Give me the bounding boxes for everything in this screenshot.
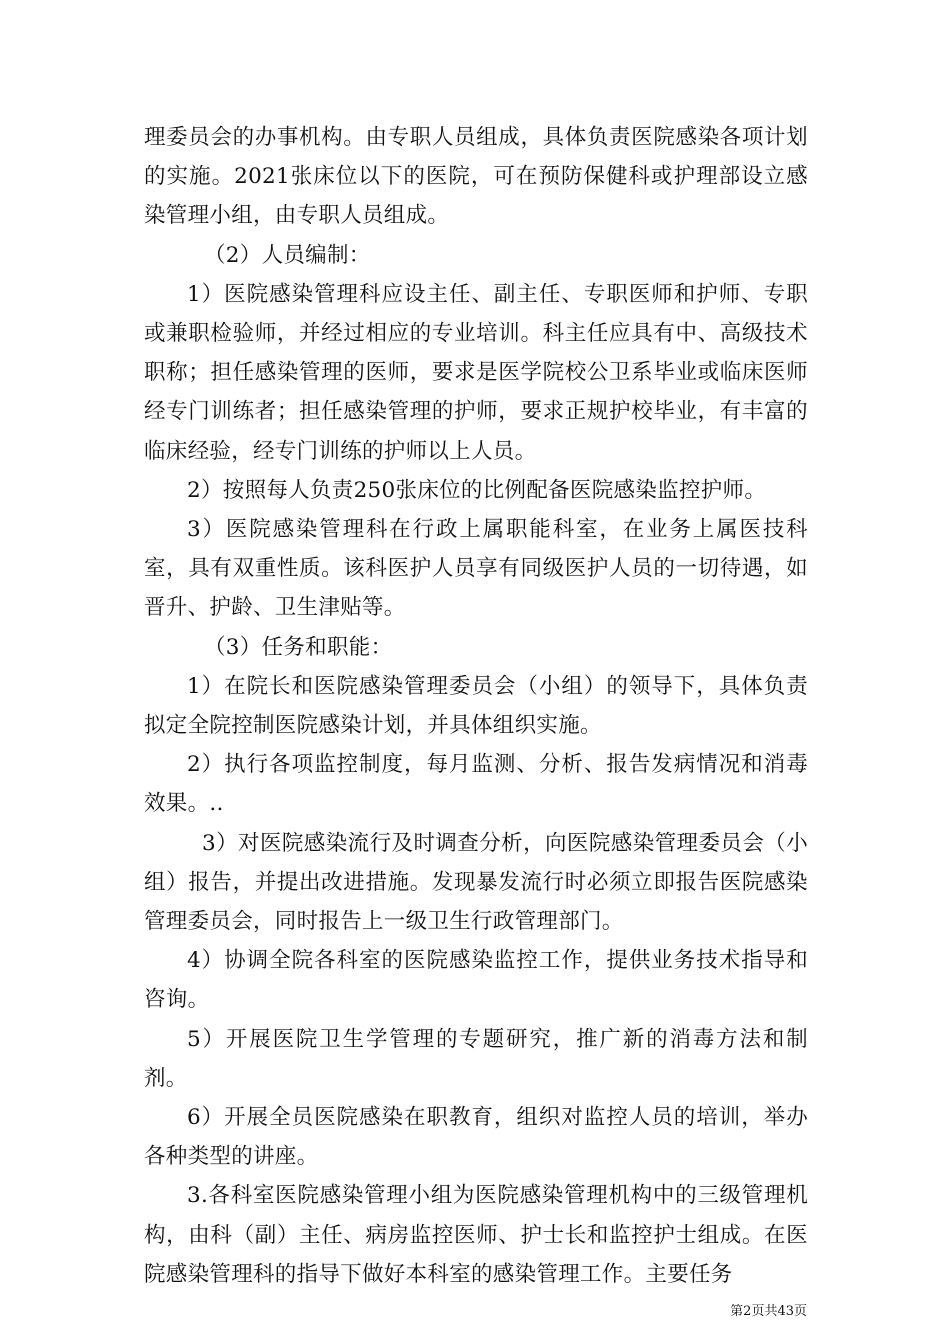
paragraph: 3）医院感染管理科在行政上属职能科室，在业务上属医技科室，具有双重性质。该科医护人员享有同级医护人员的一切待遇，如晋升、护龄、卫生津贴等。	[144, 517, 808, 621]
paragraph: 3.各科室医院感染管理小组为医院感染管理机构中的三级管理机构，由科（副）主任、病房监控医师、护士长和监控护士组成。在医院感染管理科的指导下做好本科室的感染管理工作。主要任务	[144, 1183, 808, 1287]
paragraph: 4）协调全院各科室的医院感染监控工作，提供业务技术指导和咨询。	[144, 948, 808, 1013]
paragraph: 6）开展全员医院感染在职教育，组织对监控人员的培训，举办各种类型的讲座。	[144, 1105, 808, 1170]
paragraph: 理委员会的办事机构。由专职人员组成，具体负责医院感染各项计划的实施。2021张床位以下的医院，可在预防保健科或护理部设立感染管理小组，由专职人员组成。	[144, 125, 808, 229]
page-number-label: 第2页共43页	[730, 1304, 807, 1319]
page-footer	[730, 1304, 807, 1320]
document-body	[144, 118, 808, 1294]
paragraph: 5）开展医院卫生学管理的专题研究，推广新的消毒方法和制剂。	[144, 1026, 808, 1091]
section-heading: （2）人员编制：	[204, 242, 371, 268]
section-heading: （3）任务和职能：	[204, 634, 393, 660]
paragraph: 3）对医院感染流行及时调查分析，向医院感染管理委员会（小组）报告，并提出改进措施。发现暴发流行时必须立即报告医院感染管理委员会，同时报告上一级卫生行政管理部门。	[144, 830, 808, 935]
paragraph: 2）执行各项监控制度，每月监测、分析、报告发病情况和消毒效果。..	[144, 752, 808, 817]
paragraph: 1）医院感染管理科应设主任、副主任、专职医师和护师、专职或兼职检验师，并经过相应的专业培训。科主任应具有中、高级技术职称；担任感染管理的医师，要求是医学院校公卫系毕业或临床医师经专门训练者；担任感染管理的护师，要求正规护校毕业，有丰富的临床经验，经专门训练的护师以上人员。	[144, 281, 808, 464]
paragraph: 2）按照每人负责250张床位的比例配备医院感染监控护师。	[187, 477, 767, 503]
paragraph: 1）在院长和医院感染管理委员会（小组）的领导下，具体负责拟定全院控制医院感染计划，并具体组织实施。	[144, 673, 808, 739]
